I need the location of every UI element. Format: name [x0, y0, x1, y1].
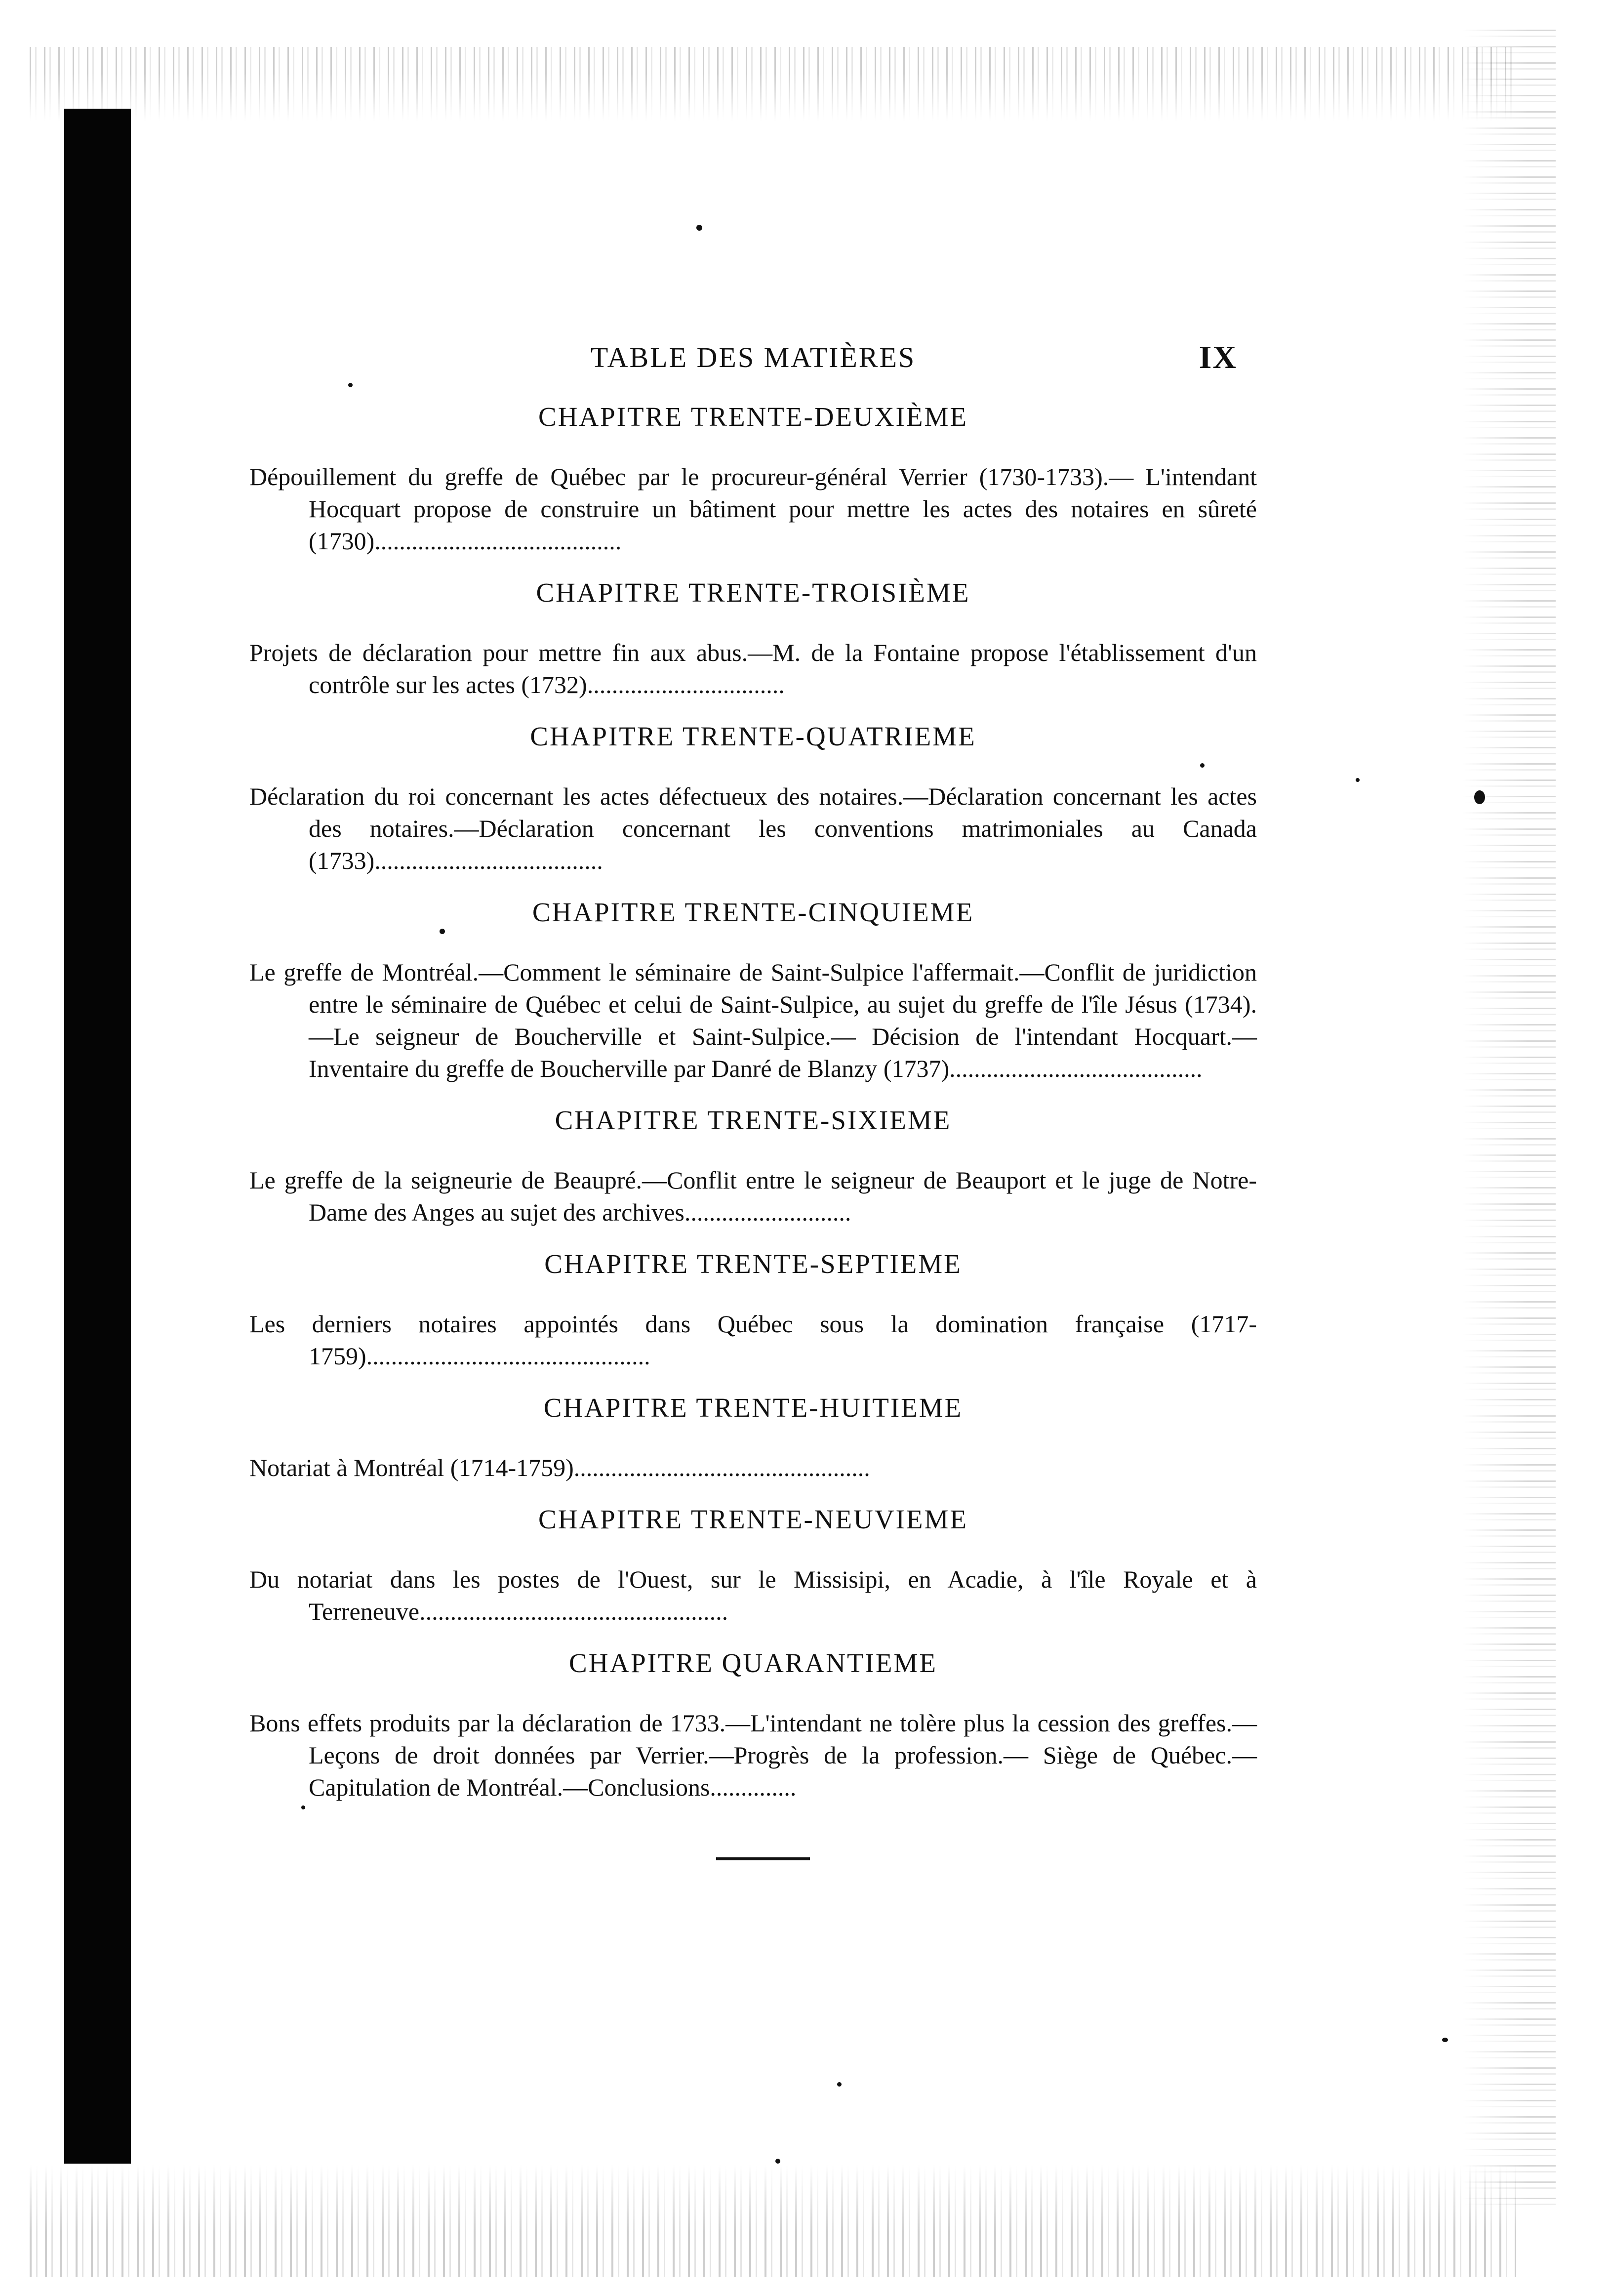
- chapter-title: CHAPITRE TRENTE-NEUVIEME: [538, 1504, 968, 1534]
- chapter-summary: Les derniers notaires appointés dans Québec sous la domination française (1717-1759)..............................................: [249, 1310, 1257, 1370]
- scan-speck: [1442, 2038, 1448, 2042]
- chapter-title: CHAPITRE TRENTE-TROISIÈME: [536, 577, 970, 608]
- chapter-title: CHAPITRE TRENTE-DEUXIÈME: [538, 402, 968, 432]
- chapter-title: CHAPITRE QUARANTIEME: [569, 1648, 937, 1678]
- chapter-title: CHAPITRE TRENTE-CINQUIEME: [532, 897, 974, 927]
- chapter-title: CHAPITRE TRENTE-QUATRIEME: [530, 721, 976, 751]
- chapter-entry: [249, 1504, 1257, 1628]
- chapter-entry: [249, 1105, 1257, 1229]
- chapter-title: CHAPITRE TRENTE-HUITIEME: [543, 1393, 963, 1423]
- chapter-summary: Le greffe de la seigneurie de Beaupré.—Conflit entre le seigneur de Beauport et le juge de Notre-Dame des Anges au sujet des archives...........................: [249, 1166, 1257, 1226]
- chapter-entry: [249, 1647, 1257, 1804]
- scan-right-edge: [1462, 30, 1556, 2213]
- scan-speck: [1474, 790, 1485, 804]
- chapter-summary: Bons effets produits par la déclaration de 1733.—L'intendant ne tolère plus la cession des greffes.—Leçons de droit données par Verrier.—Progrès de la profession.— Siège de Québec.—Capitulation de Montréal.—Conclusions..............: [249, 1709, 1257, 1801]
- chapter-summary: Dépouillement du greffe de Québec par le procureur-général Verrier (1730-1733).— L'intendant Hocquart propose de construire un bâtiment pour mettre les actes des notaires en sûreté (1730)........................................: [249, 463, 1257, 555]
- scan-speck: [696, 225, 702, 231]
- page-content: [249, 326, 1257, 1823]
- book-spine-shadow: [64, 109, 131, 2164]
- chapter-summary: Déclaration du roi concernant les actes défectueux des notaires.—Déclaration concernant les actes des notaires.—Déclaration concernant les conventions matrimoniales au Canada (1733).....................................: [249, 782, 1257, 874]
- scan-speck: [775, 2159, 780, 2164]
- scan-speck: [1356, 778, 1360, 782]
- chapter-summary: Projets de déclaration pour mettre fin aux abus.—M. de la Fontaine propose l'établissement d'un contrôle sur les actes (1732)................................: [249, 639, 1257, 698]
- closing-rule: [716, 1857, 810, 1860]
- scan-bottom-edge: [30, 2164, 1516, 2277]
- scan-speck: [348, 383, 353, 387]
- chapter-entry: [249, 1392, 1257, 1484]
- scan-speck: [1200, 763, 1205, 768]
- chapter-entry: [249, 577, 1257, 701]
- chapter-summary: Le greffe de Montréal.—Comment le séminaire de Saint-Sulpice l'affermait.—Conflit de juridiction entre le séminaire de Québec et celui de Saint-Sulpice, au sujet du greffe de l'île Jésus (1734).—Le seigneur de Boucherville et Saint-Sulpice.— Décision de l'intendant Hocquart.—Inventaire du greffe de Boucherville par Danré de Blanzy (1737).........................................: [249, 958, 1257, 1082]
- chapter-entry: [249, 721, 1257, 877]
- chapter-title: CHAPITRE TRENTE-SIXIEME: [555, 1105, 952, 1135]
- chapter-entry: [249, 1248, 1257, 1372]
- scan-speck: [301, 1805, 305, 1809]
- chapter-entry: [249, 401, 1257, 557]
- scan-speck: [837, 2082, 842, 2087]
- page-number: IX: [1199, 339, 1237, 375]
- scan-top-edge: [30, 47, 1516, 121]
- chapter-summary: Notariat à Montréal (1714-1759)................................................: [249, 1454, 870, 1481]
- chapter-entry: [249, 897, 1257, 1085]
- chapter-title: CHAPITRE TRENTE-SEPTIEME: [544, 1249, 962, 1279]
- chapter-summary: Du notariat dans les postes de l'Ouest, sur le Missisipi, en Acadie, à l'île Royale et à Terreneuve..................................................: [249, 1565, 1257, 1625]
- running-title: TABLE DES MATIÈRES: [590, 341, 916, 373]
- running-head: [249, 326, 1257, 390]
- scan-speck: [440, 929, 445, 934]
